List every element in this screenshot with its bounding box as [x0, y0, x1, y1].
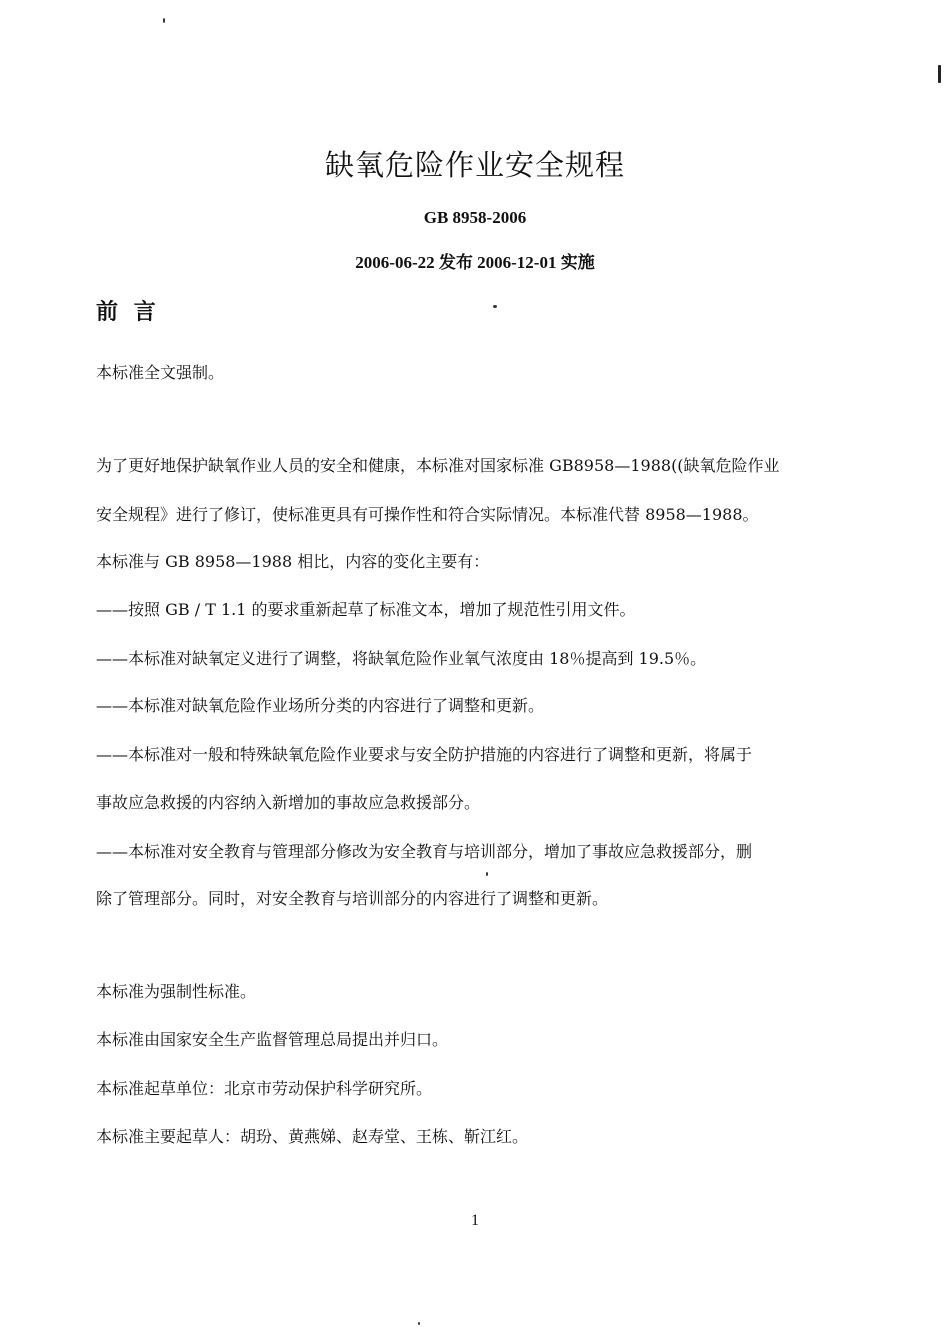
- publish-dates: 2006-06-22 发布 2006-12-01 实施: [355, 253, 595, 272]
- paragraph-mandatory-standard: 本标准为强制性标准。: [96, 982, 257, 1001]
- scan-speck: [163, 18, 165, 23]
- paragraph-change-3: ——本标准对缺氧危险作业场所分类的内容进行了调整和更新。: [96, 696, 545, 715]
- scan-speck: [493, 305, 497, 308]
- paragraph-changes-intro: 本标准与 GB 8958—1988 相比，内容的变化主要有：: [96, 552, 490, 571]
- document-title: 缺氧危险作业安全规程: [324, 148, 625, 182]
- paragraph-change-4-line2: 事故应急救援的内容纳入新增加的事故应急救援部分。: [96, 793, 481, 812]
- paragraph-proposed-by: 本标准由国家安全生产监督管理总局提出并归口。: [96, 1030, 449, 1049]
- paragraph-change-5-line1: ——本标准对安全教育与管理部分修改为安全教育与培训部分，增加了事故应急救援部分，删: [96, 842, 753, 861]
- paragraph-drafters: 本标准主要起草人：胡玢、黄燕娣、赵寿堂、王栋、靳江红。: [96, 1127, 529, 1146]
- paragraph-change-5-line2: 除了管理部分。同时，对安全教育与培训部分的内容进行了调整和更新。: [96, 889, 609, 908]
- paragraph-mandatory: 本标准全文强制。: [96, 363, 225, 382]
- paragraph-drafting-unit: 本标准起草单位：北京市劳动保护科学研究所。: [96, 1079, 433, 1098]
- paragraph-change-4-line1: ——本标准对一般和特殊缺氧危险作业要求与安全防护措施的内容进行了调整和更新，将属于: [96, 745, 753, 764]
- scan-speck: [938, 65, 941, 83]
- paragraph-purpose-line1: 为了更好地保护缺氧作业人员的安全和健康，本标准对国家标准 GB8958—1988((缺氧危险作业: [96, 456, 780, 475]
- paragraph-purpose-line2: 安全规程》进行了修订，使标准更具有可操作性和符合实际情况。本标准代替 8958—1988。: [96, 505, 759, 524]
- page-number: 1: [471, 1212, 479, 1229]
- paragraph-change-2: ——本标准对缺氧定义进行了调整，将缺氧危险作业氧气浓度由 18％提高到 19.5％。: [96, 649, 707, 668]
- scan-speck: [418, 1322, 420, 1325]
- standard-code: GB 8958-2006: [423, 208, 527, 227]
- section-heading-foreword: 前 言: [96, 300, 160, 325]
- scan-speck: [486, 872, 488, 876]
- paragraph-change-1: ——按照 GB / T 1.1 的要求重新起草了标准文本，增加了规范性引用文件。: [96, 600, 636, 619]
